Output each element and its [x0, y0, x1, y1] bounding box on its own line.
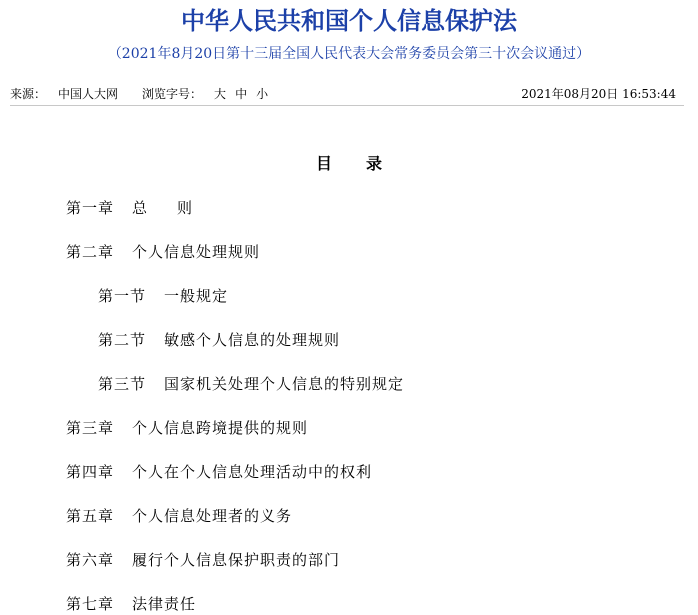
- toc-item-title: 履行个人信息保护职责的部门: [132, 551, 341, 569]
- source-value: 中国人大网: [58, 87, 119, 101]
- toc-item-chapter-1[interactable]: [0, 196, 698, 240]
- meta-left: [10, 84, 277, 104]
- toc-heading-char-1: 目: [315, 154, 332, 173]
- toc-item-chapter-6[interactable]: [0, 548, 698, 592]
- page-subtitle: （2021年8月20日第十三届全国人民代表大会常务委员会第三十次会议通过）: [107, 46, 591, 62]
- toc-item-number: 第三节: [98, 375, 147, 393]
- toc-item-section-2[interactable]: [0, 328, 698, 372]
- toc-item-title-part-2: 则: [177, 199, 193, 217]
- toc-item-number: 第一章: [66, 199, 115, 217]
- meta-bar: [10, 84, 676, 104]
- toc-item-number: 第二节: [98, 331, 147, 349]
- font-size-large-link[interactable]: 大: [214, 87, 227, 101]
- font-size-medium-link[interactable]: 中: [235, 87, 248, 101]
- font-size-small-link[interactable]: 小: [256, 87, 269, 101]
- toc-item-title: 国家机关处理个人信息的特别规定: [164, 375, 405, 393]
- toc-item-chapter-3[interactable]: [0, 416, 698, 460]
- toc-item-section-1[interactable]: [0, 284, 698, 328]
- source-label: 来源：: [10, 87, 47, 101]
- toc-item-number: 第二章: [66, 243, 115, 261]
- toc-item-number: 第三章: [66, 419, 115, 437]
- publish-datetime: 2021年08月20日 16:53:44: [521, 87, 676, 101]
- toc-item-title-part-1: 总: [132, 199, 148, 217]
- toc-item-number: 第一节: [98, 287, 147, 305]
- toc-item-number: 第七章: [66, 595, 115, 613]
- toc-item-title: 个人信息处理者的义务: [132, 507, 293, 525]
- toc-item-chapter-4[interactable]: [0, 460, 698, 504]
- toc-heading-char-2: 录: [366, 154, 383, 173]
- toc-item-section-3[interactable]: [0, 372, 698, 416]
- toc-item-title: 个人在个人信息处理活动中的权利: [132, 463, 373, 481]
- page-title: 中华人民共和国个人信息保护法: [181, 7, 517, 35]
- toc-item-chapter-7[interactable]: [0, 592, 698, 615]
- toc-item-title: 法律责任: [132, 595, 197, 613]
- toc-list: [0, 196, 698, 615]
- toc-item-title: 个人信息跨境提供的规则: [132, 419, 309, 437]
- toc-item-title: [132, 199, 192, 217]
- toc-item-title: 敏感个人信息的处理规则: [164, 331, 341, 349]
- header-divider: [10, 105, 684, 106]
- toc-item-number: 第四章: [66, 463, 115, 481]
- toc-heading: [0, 152, 698, 176]
- toc-item-number: 第六章: [66, 551, 115, 569]
- toc-item-chapter-2[interactable]: [0, 240, 698, 284]
- font-size-label: 浏览字号：: [142, 87, 203, 101]
- toc-item-number: 第五章: [66, 507, 115, 525]
- toc-item-title: 个人信息处理规则: [132, 243, 261, 261]
- toc-item-title: 一般规定: [164, 287, 229, 305]
- toc-item-chapter-5[interactable]: [0, 504, 698, 548]
